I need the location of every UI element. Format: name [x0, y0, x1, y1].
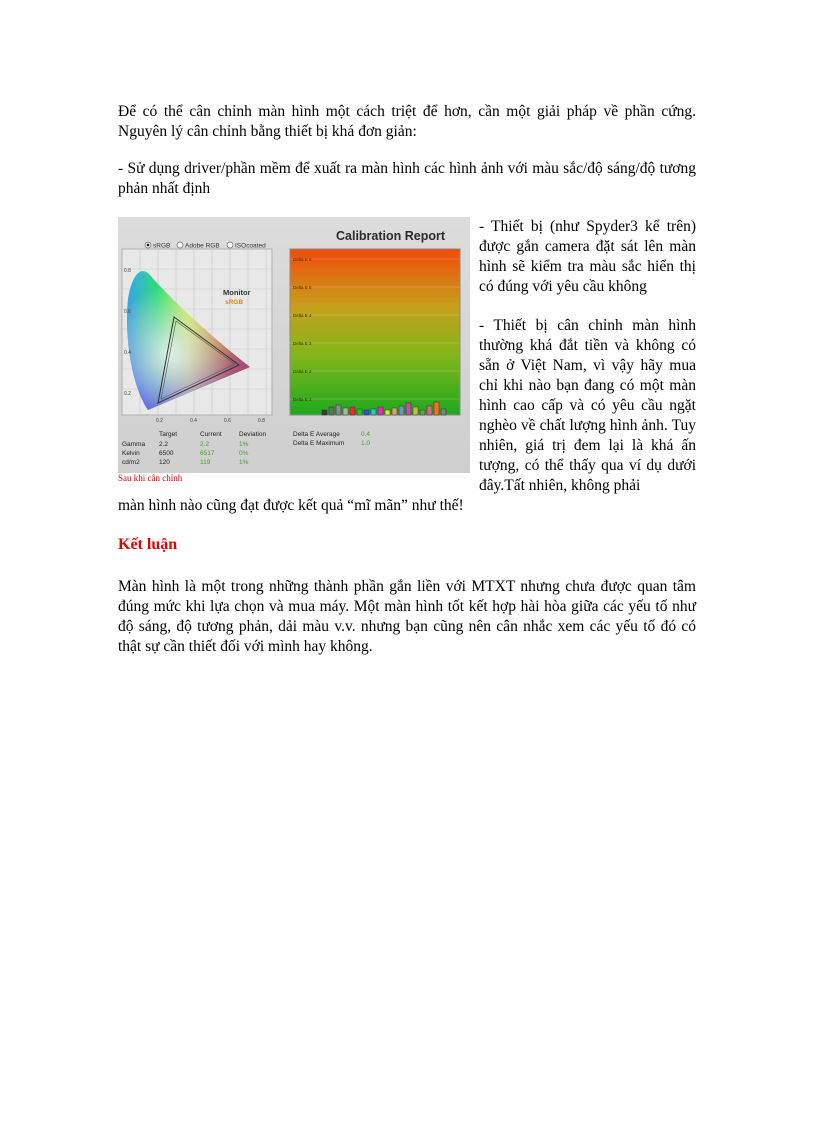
delta-bar: [392, 408, 397, 415]
delta-bar: [385, 410, 390, 415]
table-header-deviation: Deviation: [239, 431, 267, 438]
delta-bar: [329, 407, 334, 415]
paragraph-conclusion: Màn hình là một trong những thành phần gắn liền với MTXT nhưng chưa được quan tâm đúng mức khi lựa chọn và mua máy. Một màn hình tốt kết hợp hài hòa giữa các yếu tố như độ sáng, độ tương phản, dải màu v.v. nhưng bạn cũng nên cân nhắc xem các yếu tố đó có thật sự cần thiết đối với mình hay không.: [118, 578, 696, 655]
y-tick: 0.6: [124, 309, 131, 315]
delta-average-label: Delta E Average: [293, 431, 340, 438]
x-tick: 0.4: [190, 418, 197, 424]
delta-tick: Delta E 4: [293, 313, 312, 318]
radio-srgb-label: sRGB: [153, 242, 171, 250]
delta-bar: [343, 408, 348, 415]
row-current: 119: [200, 459, 211, 466]
delta-bar: [357, 409, 362, 415]
delta-bar: [364, 410, 369, 415]
paragraph-price: - Thiết bị cân chỉnh màn hình thường khá đắt tiền và không có sẵn ở Việt Nam, vì vậy hãy mua chỉ khi nào bạn đang có một màn hình cao cấp và có yêu cầu ngặt nghèo về chất lượng hình ảnh. Tuy nhiên, giá trị đem lại là khá ấn tượng, có thể thấy qua ví dụ dưới đây.Tất nhiên, không phải: [479, 317, 696, 494]
delta-tick: Delta E 6: [293, 257, 312, 262]
row-target: 2.2: [159, 441, 169, 448]
y-tick: 0.2: [124, 391, 131, 397]
row-deviation: 1%: [239, 441, 249, 448]
monitor-label: Monitor: [223, 288, 251, 297]
calibration-report-title: Calibration Report: [336, 229, 446, 243]
delta-bar: [441, 409, 446, 415]
delta-average-value: 0.4: [361, 431, 371, 438]
x-tick: 0.2: [156, 418, 163, 424]
delta-bar: [420, 410, 425, 415]
delta-bar: [413, 407, 418, 415]
delta-maximum-label: Delta E Maximum: [293, 440, 345, 447]
figure-caption: Sau khi cân chỉnh: [118, 473, 183, 483]
table-header-current: Current: [200, 431, 222, 438]
calibration-figure: [118, 217, 470, 487]
paragraph-result: màn hình nào cũng đạt được kết quả “mĩ mãn” như thế!: [118, 497, 464, 514]
delta-tick: Delta E 3: [293, 341, 312, 346]
delta-tick: Delta E 5: [293, 285, 312, 290]
monitor-profile: sRGB: [225, 299, 244, 306]
row-target: 6500: [159, 450, 174, 457]
radio-isocoated-icon[interactable]: [227, 242, 233, 248]
section-heading-conclusion: Kết luận: [118, 536, 178, 553]
calibration-report-image: [118, 217, 470, 473]
table-header-target: Target: [159, 431, 178, 438]
x-tick: 0.8: [258, 418, 265, 424]
delta-bar: [350, 407, 355, 415]
row-deviation: 1%: [239, 459, 249, 466]
delta-bar: [322, 410, 327, 415]
delta-bar: [378, 407, 383, 415]
radio-isocoated-label: ISOcoated: [235, 242, 266, 250]
delta-bar: [336, 405, 341, 415]
delta-bar: [371, 409, 376, 415]
x-tick: 0.6: [224, 418, 231, 424]
paragraph-intro: Để có thể cân chỉnh màn hình một cách triệt để hơn, cần một giải pháp về phần cứng. Nguyên lý cân chỉnh bằng thiết bị khá đơn giản:: [118, 103, 696, 140]
row-label: cd/m2: [122, 459, 140, 466]
delta-bar: [427, 406, 432, 415]
delta-bar: [406, 403, 411, 415]
paragraph-driver: - Sử dụng driver/phần mềm để xuất ra màn hình các hình ảnh với màu sắc/độ sáng/độ tương phản nhất định: [118, 160, 696, 197]
y-tick: 0.8: [124, 268, 131, 274]
row-label: Gamma: [122, 441, 146, 448]
y-tick: 0.4: [124, 350, 131, 356]
radio-adobe-rgb-label: Adobe RGB: [185, 242, 220, 250]
delta-bar: [434, 402, 439, 415]
row-deviation: 0%: [239, 450, 249, 457]
delta-tick: Delta E 2: [293, 369, 312, 374]
row-target: 120: [159, 459, 170, 466]
delta-maximum-value: 1.0: [361, 440, 371, 447]
row-current: 6517: [200, 450, 215, 457]
row-current: 2.2: [200, 441, 210, 448]
figure-with-text: [118, 217, 696, 516]
delta-bar: [399, 406, 404, 415]
delta-e-chart: [290, 249, 460, 415]
document-page: [118, 102, 696, 657]
paragraph-device: - Thiết bị (như Spyder3 kể trên) được gắn camera đặt sát lên màn hình sẽ kiểm tra màu sắc hiển thị có đúng với yêu cầu không: [479, 218, 696, 295]
delta-tick: Delta E 1: [293, 397, 312, 402]
row-label: Kelvin: [122, 450, 140, 457]
radio-adobe-rgb-icon[interactable]: [177, 242, 183, 248]
